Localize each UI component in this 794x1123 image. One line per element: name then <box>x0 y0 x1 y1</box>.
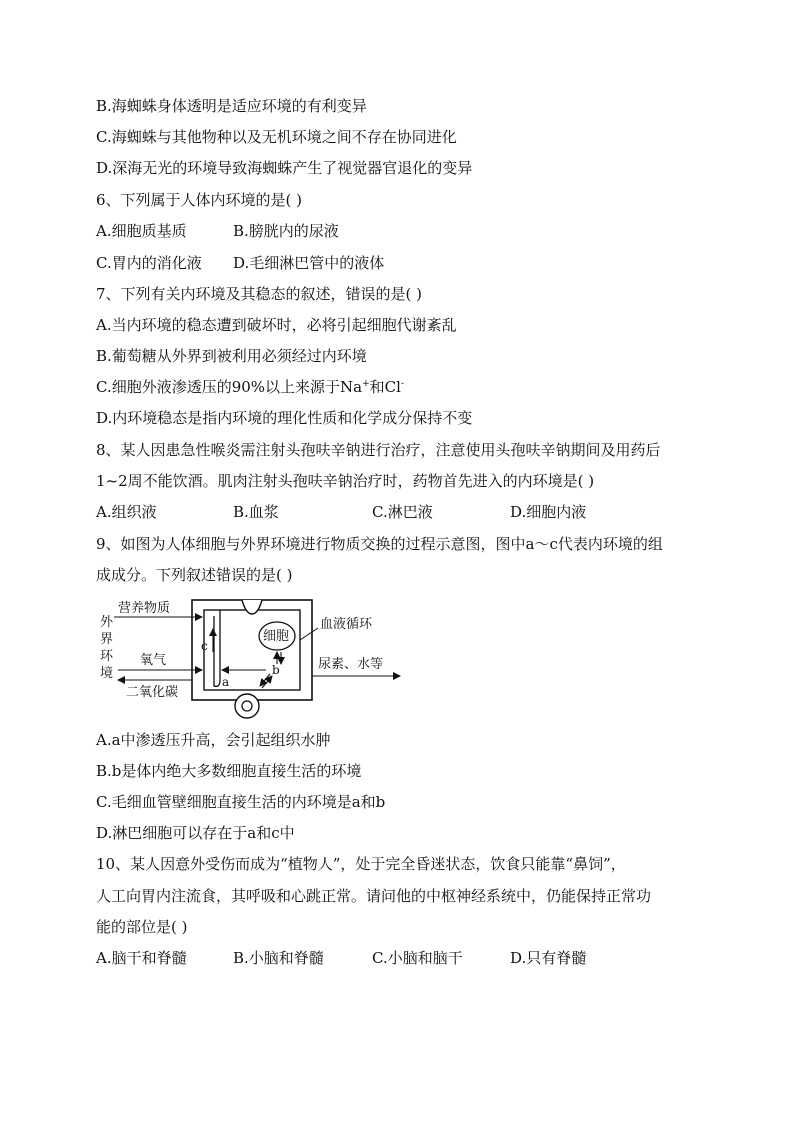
inner-box <box>204 610 300 690</box>
question-9-option-a: A.a中渗透压升高，会引起组织水肿 <box>96 731 331 749</box>
oxygen-label: 氧气 <box>140 653 167 668</box>
outer-env-char-1: 外 <box>100 615 114 630</box>
outer-box <box>192 600 312 700</box>
question-8-stem-line-2: 1~2周不能饮酒。肌肉注射头孢呋辛钠治疗时，药物首先进入的内环境是( ) <box>96 472 595 490</box>
label-a: a <box>222 675 230 689</box>
question-5-option-b: B.海蜘蛛身体透明是适应环境的有利变异 <box>96 97 367 115</box>
question-7-option-b: B.葡萄糖从外界到被利用必须经过内环境 <box>96 347 367 365</box>
question-10-stem-line-3: 能的部位是( ) <box>96 918 188 936</box>
question-10-option-a: A.脑干和脊髓 <box>96 949 187 967</box>
nutrients-label: 营养物质 <box>118 601 171 616</box>
question-10-stem-line-1: 10、某人因意外受伤而成为“植物人”，处于完全昏迷状态，饮食只能靠“鼻饲”， <box>96 855 626 873</box>
question-7-option-d: D.内环境稳态是指内环境的理化性质和化学成分保持不变 <box>96 409 473 427</box>
urea-water-label: 尿素、水等 <box>318 657 384 672</box>
question-6-stem: 6、下列属于人体内环境的是( ) <box>96 191 303 209</box>
question-7-stem: 7、下列有关内环境及其稳态的叙述，错误的是( ) <box>96 285 423 303</box>
question-7-option-c: C.细胞外液渗透压的90%以上来源于Na+和Cl- <box>96 378 404 396</box>
question-10-option-c: C.小脑和脑干 <box>372 949 463 967</box>
question-6-option-b: B.膀胱内的尿液 <box>233 222 339 240</box>
label-c: c <box>201 639 208 653</box>
exchange-diagram-svg <box>96 596 406 720</box>
question-10-stem-line-2: 人工向胃内注流食，其呼吸和心跳正常。请问他的中枢神经系统中，仍能保持正常功 <box>96 887 652 905</box>
exchange-diagram <box>96 596 406 720</box>
top-notch <box>242 600 262 614</box>
capillary-outer <box>235 694 259 718</box>
question-9-option-d: D.淋巴细胞可以存在于a和c中 <box>96 824 295 842</box>
question-10-option-b: B.小脑和脊髓 <box>233 949 324 967</box>
outer-env-char-4: 境 <box>100 666 114 681</box>
blood-circulation-label: 血液循环 <box>320 617 373 632</box>
label-b: b <box>272 663 280 677</box>
outer-env-char-3: 环 <box>100 649 114 664</box>
question-8-option-a: A.组织液 <box>96 503 157 521</box>
question-9-stem-line-2: 成成分。下列叙述错误的是( ) <box>96 566 293 584</box>
co2-label: 二氧化碳 <box>126 685 179 700</box>
question-6-option-a: A.细胞质基质 <box>96 222 187 240</box>
question-9-option-b: B.b是体内绝大多数细胞直接生活的环境 <box>96 762 362 780</box>
question-8-option-d: D.细胞内液 <box>510 503 587 521</box>
question-6-option-c: C.胃内的消化液 <box>96 254 202 272</box>
question-9-option-c: C.毛细血管壁细胞直接生活的内环境是a和b <box>96 793 386 811</box>
outer-env-char-2: 界 <box>100 632 114 647</box>
question-8-option-b: B.血浆 <box>233 503 279 521</box>
question-8-option-c: C.淋巴液 <box>372 503 433 521</box>
lymph-vessel-c <box>214 610 220 686</box>
question-9-stem-line-1: 9、如图为人体细胞与外界环境进行物质交换的过程示意图，图中a～c代表内环境的组 <box>96 535 663 553</box>
question-7-option-a: A.当内环境的稳态遭到破坏时，必将引起细胞代谢紊乱 <box>96 316 457 334</box>
question-6-option-d: D.毛细淋巴管中的液体 <box>233 254 385 272</box>
blood-circulation-leader <box>300 628 318 640</box>
question-5-option-c: C.海蜘蛛与其他物种以及无机环境之间不存在协同进化 <box>96 128 457 146</box>
question-8-stem-line-1: 8、某人因患急性喉炎需注射头孢呋辛钠进行治疗，注意使用头孢呋辛钠期间及用药后 <box>96 441 661 459</box>
question-10-option-d: D.只有脊髓 <box>510 949 587 967</box>
cell-label: 细胞 <box>263 629 290 644</box>
question-5-option-d: D.深海无光的环境导致海蜘蛛产生了视觉器官退化的变异 <box>96 159 473 177</box>
